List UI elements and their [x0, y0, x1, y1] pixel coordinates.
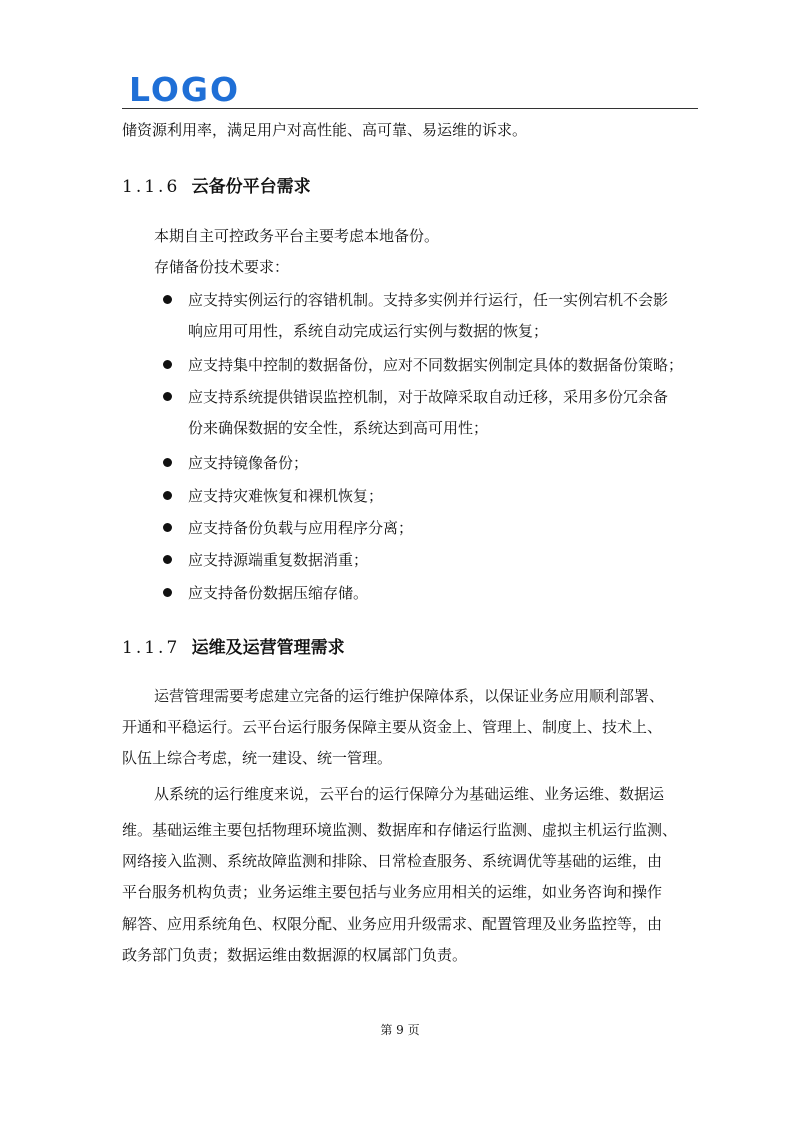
bullet-dot-icon — [163, 392, 172, 401]
bullet-text: 应支持系统提供错误监控机制，对于故障采取自动迁移，采用多份冗余备 — [188, 388, 669, 406]
paragraph-line: 从系统的运行维度来说，云平台的运行保障分为基础运维、业务运维、数据运 — [154, 785, 665, 803]
bullet-text: 应支持备份负载与应用程序分离； — [188, 519, 414, 537]
paragraph-line: 平台服务机构负责；业务运维主要包括与业务应用相关的运维，如业务咨询和操作 — [122, 883, 663, 901]
section-heading-1-1-6 — [122, 176, 311, 198]
bullet-dot-icon — [163, 523, 172, 532]
logo: LOGO — [129, 70, 241, 109]
paragraph-line: 网络接入监测、系统故障监测和排除、日常检查服务、系统调优等基础的运维，由 — [122, 852, 663, 870]
paragraph-line: 解答、应用系统角色、权限分配、业务应用升级需求、配置管理及业务监控等，由 — [122, 915, 663, 933]
section-title: 云备份平台需求 — [191, 177, 311, 197]
paragraph-line: 政务部门负责；数据运维由数据源的权属部门负责。 — [122, 946, 468, 964]
section-heading-1-1-7 — [122, 637, 345, 659]
bullet-dot-icon — [163, 458, 172, 467]
bullet-dot-icon — [163, 295, 172, 304]
paragraph: 存储备份技术要求： — [154, 258, 290, 276]
header-rule — [122, 108, 698, 109]
bullet-text: 应支持备份数据压缩存储。 — [188, 584, 369, 602]
bullet-text: 应支持集中控制的数据备份，应对不同数据实例制定具体的数据备份策略； — [188, 356, 684, 374]
section-number: 1.1.7 — [122, 638, 181, 658]
paragraph-line: 运营管理需要考虑建立完备的运行维护保障体系，以保证业务应用顺利部署、 — [154, 687, 665, 705]
bullet-text: 应支持源端重复数据消重； — [188, 551, 369, 569]
intro-line: 储资源利用率，满足用户对高性能、高可靠、易运维的诉求。 — [122, 121, 528, 139]
paragraph-line: 队伍上综合考虑，统一建设、统一管理。 — [122, 749, 393, 767]
section-title: 运维及运营管理需求 — [191, 638, 345, 658]
bullet-dot-icon — [163, 555, 172, 564]
bullet-dot-icon — [163, 588, 172, 597]
bullet-text: 份来确保数据的安全性，系统达到高可用性； — [188, 419, 489, 437]
bullet-text: 响应用可用性，系统自动完成运行实例与数据的恢复； — [188, 322, 549, 340]
bullet-text: 应支持镜像备份； — [188, 454, 309, 472]
bullet-text: 应支持灾难恢复和裸机恢复； — [188, 487, 384, 505]
page-number: 第 9 页 — [380, 1023, 420, 1037]
paragraph: 本期自主可控政务平台主要考虑本地备份。 — [154, 227, 440, 245]
bullet-text: 应支持实例运行的容错机制。支持多实例并行运行，任一实例宕机不会影 — [188, 291, 669, 309]
paragraph-line: 开通和平稳运行。云平台运行服务保障主要从资金上、管理上、制度上、技术上、 — [122, 718, 663, 736]
bullet-dot-icon — [163, 491, 172, 500]
bullet-dot-icon — [163, 360, 172, 369]
section-number: 1.1.6 — [122, 177, 181, 197]
paragraph-line: 维。基础运维主要包括物理环境监测、数据库和存储运行监测、虚拟主机运行监测、 — [122, 821, 678, 839]
